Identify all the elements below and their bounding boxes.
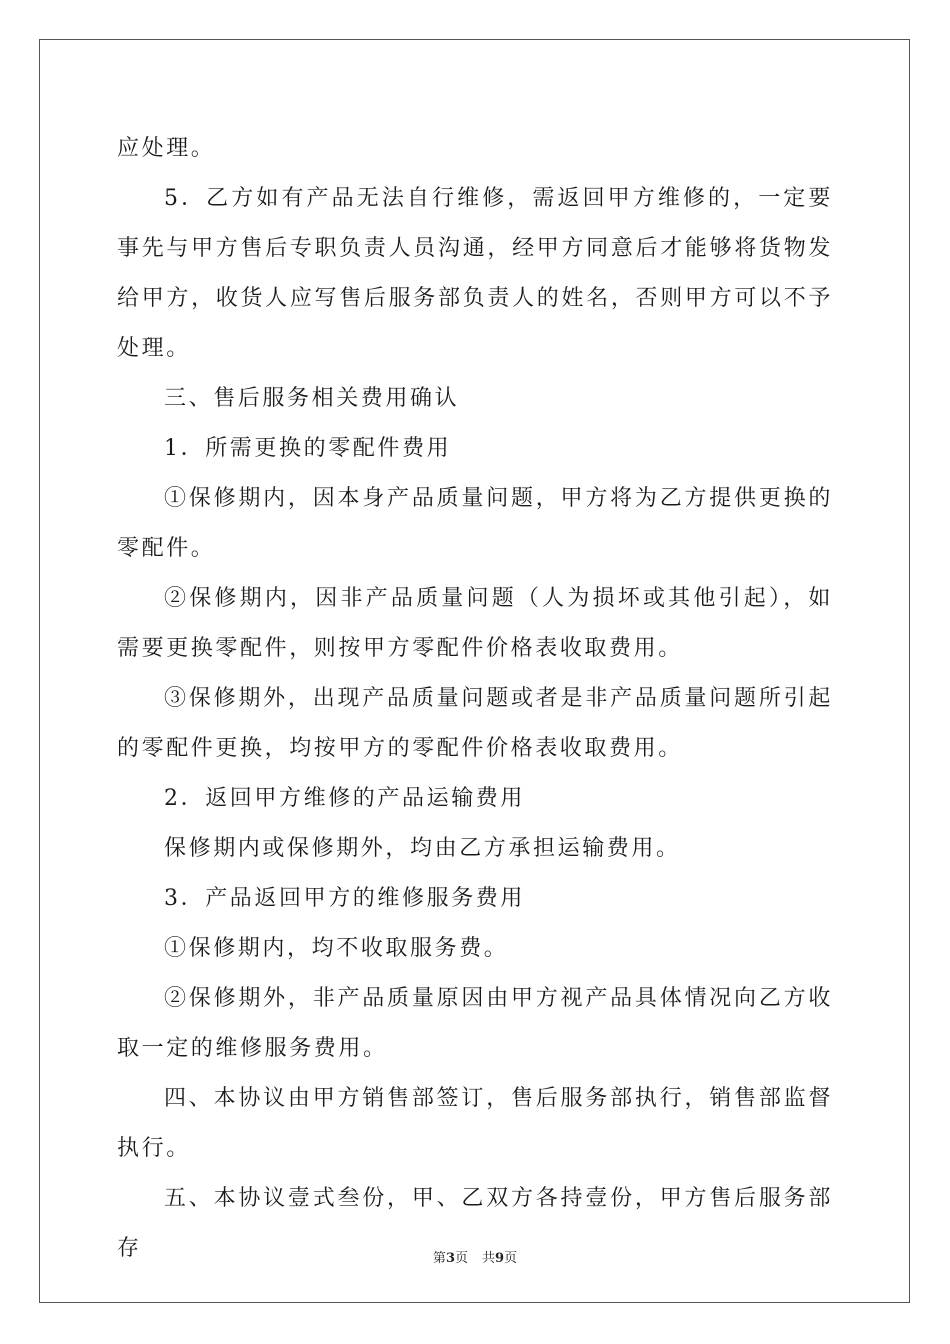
document-body: [117, 124, 833, 1274]
page-footer: [0, 1247, 950, 1266]
subsection-heading: 2．返回甲方维修的产品运输费用: [164, 786, 525, 811]
section-heading: 四、本协议由甲方销售部签订，售后服务部执行，销售部监督执行。: [117, 1086, 833, 1161]
paragraph: 应处理。: [117, 136, 216, 161]
paragraph: ③保修期外，出现产品质量问题或者是非产品质量问题所引起的零配件更换，均按甲方的零配件价格表收取费用。: [117, 686, 833, 761]
paragraph: 5．乙方如有产品无法自行维修，需返回甲方维修的，一定要事先与甲方售后专职负责人员沟通，经甲方同意后才能够将货物发给甲方，收货人应写售后服务部负责人的姓名，否则甲方可以不予处理。: [117, 186, 833, 361]
paragraph: ①保修期内，因本身产品质量问题，甲方将为乙方提供更换的零配件。: [117, 486, 833, 561]
footer-total-suffix: 页: [504, 1251, 518, 1266]
subsection-heading: 1．所需更换的零配件费用: [164, 436, 452, 461]
section-heading: 三、售后服务相关费用确认: [164, 386, 460, 411]
footer-page-number: 3: [445, 1251, 455, 1266]
footer-total-pages: 9: [495, 1251, 505, 1266]
subsection-heading: 3．产品返回甲方的维修服务费用: [164, 886, 525, 911]
section-heading: 五、本协议壹式叁份，甲、乙双方各持壹份，甲方售后服务部存: [117, 1186, 833, 1261]
paragraph: 保修期内或保修期外，均由乙方承担运输费用。: [164, 836, 681, 861]
paragraph: ①保修期内，均不收取服务费。: [164, 936, 509, 961]
paragraph: ②保修期内，因非产品质量问题（人为损坏或其他引起），如需要更换零配件，则按甲方零配件价格表收取费用。: [117, 586, 833, 661]
footer-page-suffix: 页: [454, 1251, 468, 1266]
paragraph: ②保修期外，非产品质量原因由甲方视产品具体情况向乙方收取一定的维修服务费用。: [117, 986, 833, 1061]
footer-page-prefix: 第: [432, 1251, 446, 1266]
footer-total-prefix: 共: [482, 1251, 496, 1266]
